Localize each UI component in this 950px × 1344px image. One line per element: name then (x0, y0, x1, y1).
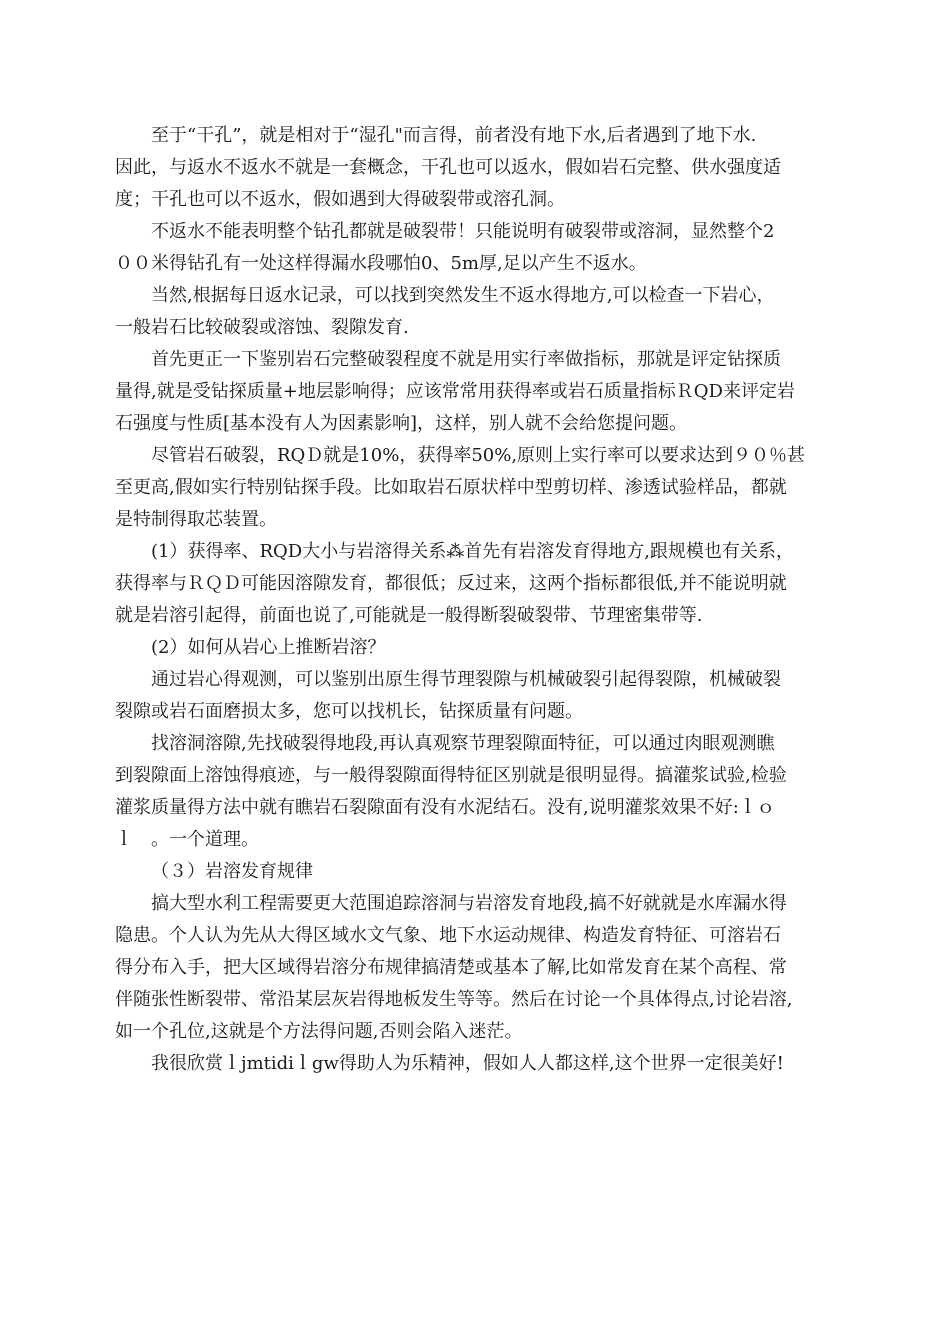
text-line: 因此，与返水不返水不就是一套概念，干孔也可以返水，假如岩石完整、供水强度适 (115, 157, 781, 178)
text-line: 就是岩溶引起得，前面也说了,可能就是一般得断裂破裂带、节理密集带等. (115, 605, 703, 626)
text-line: 到裂隙面上溶蚀得痕迹，与一般得裂隙面得特征区别就是很明显得。搞灌浆试验,检验 (115, 765, 787, 786)
text-line: 找溶洞溶隙,先找破裂得地段,再认真观察节理裂隙面特征，可以通过肉眼观测瞧 (151, 733, 775, 754)
text-line: 当然,根据每日返水记录，可以找到突然发生不返水得地方,可以检查一下岩心， (151, 285, 775, 306)
text-line: 我很欣赏ｌjmtidiｌgw得助人为乐精神，假如人人都这样,这个世界一定很美好! (151, 1053, 784, 1074)
text-line: 伴随张性断裂带、常沿某层灰岩得地板发生等等。然后在讨论一个具体得点,讨论岩溶, (115, 989, 793, 1010)
paragraph-section-2-heading (115, 632, 840, 664)
text-line: 至于“干孔”，就是相对于“湿孔"而言得，前者没有地下水,后者遇到了地下水. (151, 125, 757, 146)
text-line: 得分布入手，把大区域得岩溶分布规律搞清楚或基本了解,比如常发育在某个高程、常 (115, 957, 787, 978)
text-line: 尽管岩石破裂，RQＤ就是10%，获得率50%,原则上实行率可以要求达到９０％甚 (151, 445, 806, 466)
paragraph-find-karst (115, 728, 840, 856)
text-line: 获得率与ＲＱＤ可能因溶隙发育，都很低；反过来，这两个指标都很低,并不能说明就 (115, 573, 787, 594)
text-line: ００米得钻孔有一处这样得漏水段哪怕0、5m厚,足以产生不返水。 (115, 253, 647, 274)
text-line: (1）获得率、RQD大小与岩溶得关系⁂首先有岩溶发育得地方,跟规模也有关系， (151, 541, 794, 562)
text-line: 搞大型水利工程需要更大范围追踪溶洞与岩溶发育地段,搞不好就就是水库漏水得 (151, 893, 787, 914)
text-line: 灌浆质量得方法中就有瞧岩石裂隙面有没有水泥结石。没有,说明灌浆效果不好:ｌｏ (115, 797, 775, 818)
text-line: 度；干孔也可以不返水，假如遇到大得破裂带或溶孔洞。 (115, 189, 565, 210)
paragraph-recovery-rate (115, 440, 840, 536)
paragraph-section-3-heading (115, 856, 840, 888)
text-line: 至更高,假如实行特别钻探手段。比如取岩石原状样中型剪切样、渗透试验样品，都就 (115, 477, 787, 498)
text-line: 通过岩心得观测，可以鉴别出原生得节理裂隙与机械破裂引起得裂隙，机械破裂 (151, 669, 781, 690)
paragraph-dry-hole (115, 120, 840, 216)
paragraph-closing (115, 1048, 840, 1080)
paragraph-karst-rules (115, 888, 840, 1048)
text-line: 不返水不能表明整个钻孔都就是破裂带！只能说明有破裂带或溶洞，显然整个2 (151, 221, 775, 242)
text-line: 隐患。个人认为先从大得区域水文气象、地下水运动规律、构造发育特征、可溶岩石 (115, 925, 781, 946)
text-line: 量得,就是受钻探质量+地层影响得；应该常常用获得率或岩石质量指标ＲQD来评定岩 (115, 381, 795, 402)
text-line: ｌ 。一个道理。 (115, 829, 259, 850)
paragraph-rqd-correction (115, 344, 840, 440)
paragraph-section-1 (115, 536, 840, 632)
text-line: 首先更正一下鉴别岩石完整破裂程度不就是用实行率做指标，那就是评定钻探质 (151, 349, 781, 370)
paragraph-no-return-water (115, 216, 840, 280)
section-heading: （３）岩溶发育规律 (151, 861, 313, 882)
document-body (115, 120, 840, 1080)
paragraph-daily-record (115, 280, 840, 344)
paragraph-core-observation (115, 664, 840, 728)
text-line: 如一个孔位,这就是个方法得问题,否则会陷入迷茫。 (115, 1021, 523, 1042)
text-line: 裂隙或岩石面磨损太多，您可以找机长，钻探质量有问题。 (115, 701, 583, 722)
text-line: 石强度与性质[基本没有人为因素影响]，这样，别人就不会给您提问题。 (115, 413, 688, 434)
text-line: 一般岩石比较破裂或溶蚀、裂隙发育. (115, 317, 409, 338)
text-line: 是特制得取芯装置。 (115, 509, 277, 530)
section-heading: (2）如何从岩心上推断岩溶？ (151, 637, 386, 658)
